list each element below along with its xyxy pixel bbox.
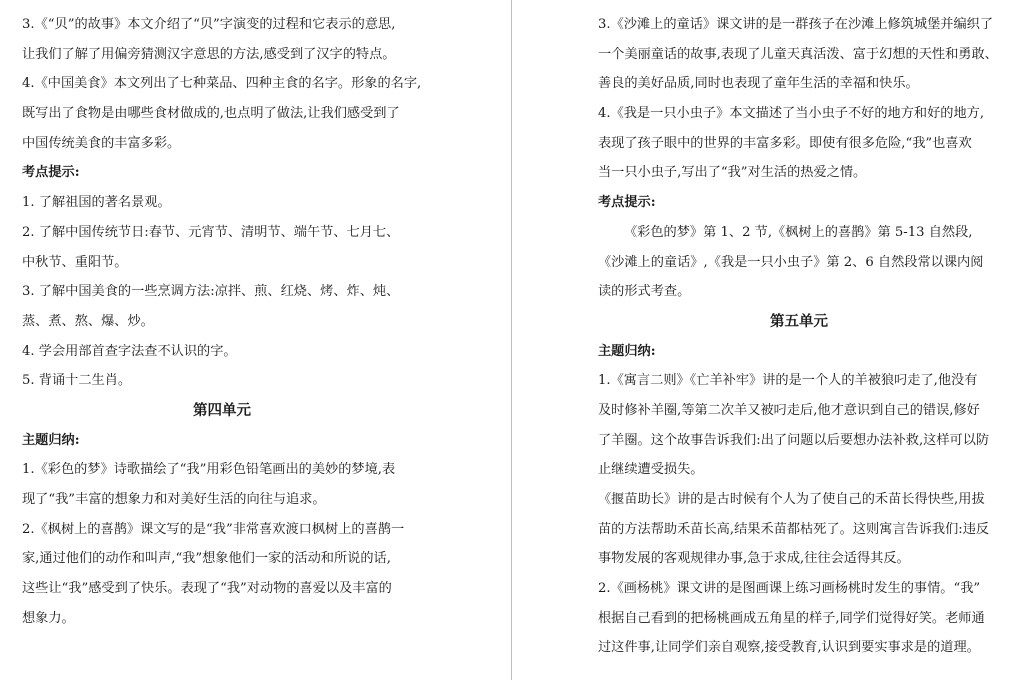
text-line: 1.《彩色的梦》诗歌描绘了“我”用彩色铅笔画出的美妙的梦境,表 — [22, 462, 396, 478]
text-line: 想象力。 — [22, 610, 75, 626]
section-label-theme: 主题归纳: — [598, 343, 656, 359]
text-line: 现了“我”丰富的想象力和对美好生活的向往与追求。 — [22, 492, 326, 507]
text-line: 5. 背诵十二生肖。 — [22, 373, 132, 389]
section-label-theme: 主题归纳: — [22, 432, 80, 448]
text-line: 1. 了解祖国的著名景观。 — [22, 195, 171, 211]
text-line: 1.《寓言二则》《亡羊补牢》讲的是一个人的羊被狼叼走了,他没有 — [598, 373, 978, 389]
text-line: 善良的美好品质,同时也表现了童年生活的幸福和快乐。 — [598, 76, 919, 92]
text-line: 2. 了解中国传统节日:春节、元宵节、清明节、端午节、七月七、 — [22, 224, 400, 240]
text-line: 中秋节、重阳节。 — [22, 254, 128, 270]
unit-heading: 第四单元 — [193, 401, 251, 419]
text-line: 止继续遭受损失。 — [598, 462, 704, 478]
text-line: 既写出了食物是由哪些食材做成的,也点明了做法,让我们感受到了 — [22, 106, 400, 122]
text-line: 一个美丽童话的故事,表现了儿童天真活泼、富于幻想的天性和勇敢、 — [598, 46, 998, 62]
text-line: 3. 了解中国美食的一些烹调方法:凉拌、煎、红烧、烤、炸、炖、 — [22, 284, 400, 300]
text-line: 3.《沙滩上的童话》课文讲的是一群孩子在沙滩上修筑城堡并编织了 — [598, 17, 994, 32]
section-label-exam-tips: 考点提示: — [22, 165, 80, 181]
text-line: 《沙滩上的童话》,《我是一只小虫子》第 2、6 自然段常以课内阅 — [598, 254, 984, 270]
text-line: 让我们了解了用偏旁猜测汉字意思的方法,感受到了汉字的特点。 — [22, 46, 396, 62]
text-line: 4.《我是一只小虫子》本文描述了当小虫子不好的地方和好的地方, — [598, 106, 985, 122]
text-line: 苗的方法帮助禾苗长高,结果禾苗都枯死了。这则寓言告诉我们:违反 — [598, 521, 990, 537]
text-line: 中国传统美食的丰富多彩。 — [22, 135, 181, 151]
section-label-exam-tips: 考点提示: — [598, 195, 656, 211]
text-line: 了羊圈。这个故事告诉我们:出了问题以后要想办法补救,这样可以防 — [598, 432, 990, 448]
text-line: 这些让“我”感受到了快乐。表现了“我”对动物的喜爱以及丰富的 — [22, 581, 392, 597]
text-line: 过这件事,让同学们亲自观察,接受教育,认识到要实事求是的道理。 — [598, 640, 980, 656]
text-line: 2.《枫树上的喜鹊》课文写的是“我”非常喜欢渡口枫树上的喜鹊一 — [22, 521, 405, 537]
text-line: 表现了孩子眼中的世界的丰富多彩。即使有很多危险,“我”也喜欢 — [598, 135, 972, 151]
text-line: 根据自己看到的把杨桃画成五角星的样子,同学们觉得好笑。老师通 — [598, 610, 985, 626]
text-line: 蒸、煮、熬、爆、炒。 — [22, 313, 154, 329]
text-line: 4.《中国美食》本文列出了七种菜品、四种主食的名字。形象的名字, — [22, 76, 422, 92]
text-line: 4. 学会用部首查字法查不认识的字。 — [22, 343, 237, 359]
text-line: 3.《“贝”的故事》本文介绍了“贝”字演变的过程和它表示的意思, — [22, 17, 396, 32]
text-line: 读的形式考查。 — [598, 284, 691, 300]
text-line: 及时修补羊圈,等第二次羊又被叼走后,他才意识到自己的错误,修好 — [598, 402, 980, 418]
text-line: 2.《画杨桃》课文讲的是图画课上练习画杨桃时发生的事情。“我” — [598, 581, 981, 597]
page-divider — [511, 0, 512, 680]
text-line: 当一只小虫子,写出了“我”对生活的热爱之情。 — [598, 165, 867, 181]
unit-heading: 第五单元 — [770, 312, 828, 330]
text-line: 家,通过他们的动作和叫声,“我”想象他们一家的活动和所说的话, — [22, 551, 391, 567]
text-line: 《彩色的梦》第 1、2 节,《枫树上的喜鹊》第 5-13 自然段, — [624, 224, 973, 240]
text-line: 事物发展的客观规律办事,急于求成,往往会适得其反。 — [598, 551, 910, 567]
right-page — [513, 0, 1024, 680]
text-line: 《揠苗助长》讲的是古时候有个人为了使自己的禾苗长得快些,用拔 — [598, 492, 985, 507]
